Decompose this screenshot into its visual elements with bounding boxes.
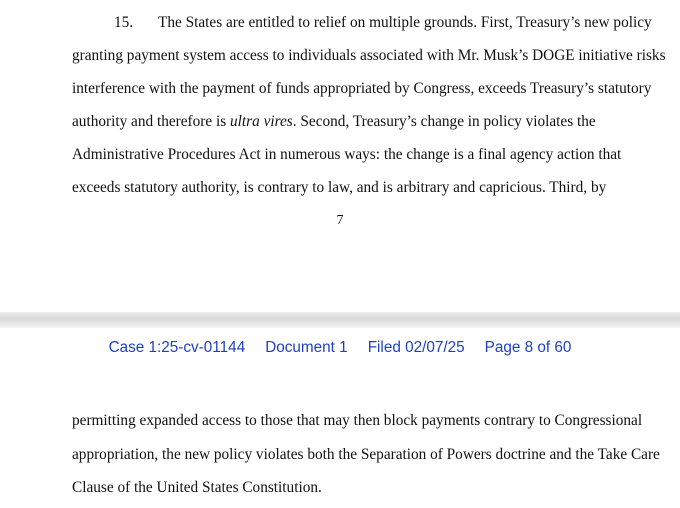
body-line: Clause of the United States Constitution. [72,479,322,496]
paragraph-number: 15. [114,14,134,31]
body-line: exceeds statutory authority, is contrary to law, and is arbitrary and capricious. Third, by [72,179,607,196]
filed-date: Filed 02/07/25 [367,339,465,356]
page-number: 7 [336,213,344,228]
page-separator [0,312,680,328]
body-line: permitting expanded access to those that may then block payments contrary to Congressional [72,412,643,429]
body-line: The States are entitled to relief on multiple grounds. First, Treasury’s new policy [158,14,652,31]
body-line: interference with the payment of funds appropriated by Congress, exceeds Treasury’s statutory [72,80,652,97]
italic-term: ultra vires [230,113,293,130]
body-line: granting payment system access to individuals associated with Mr. Musk’s DOGE initiative risks [72,47,666,64]
case-number: Case 1:25-cv-01144 [108,339,246,356]
ecf-header-stamp [0,338,680,358]
document-number: Document 1 [265,339,348,356]
page-count: Page 8 of 60 [484,339,572,356]
body-line: appropriation, the new policy violates both the Separation of Powers doctrine and the Take Care [72,446,660,463]
body-line: authority and therefore is ultra vires. Second, Treasury’s change in policy violates the [72,113,596,130]
body-line: Administrative Procedures Act in numerous ways: the change is a final agency action that [72,146,622,163]
